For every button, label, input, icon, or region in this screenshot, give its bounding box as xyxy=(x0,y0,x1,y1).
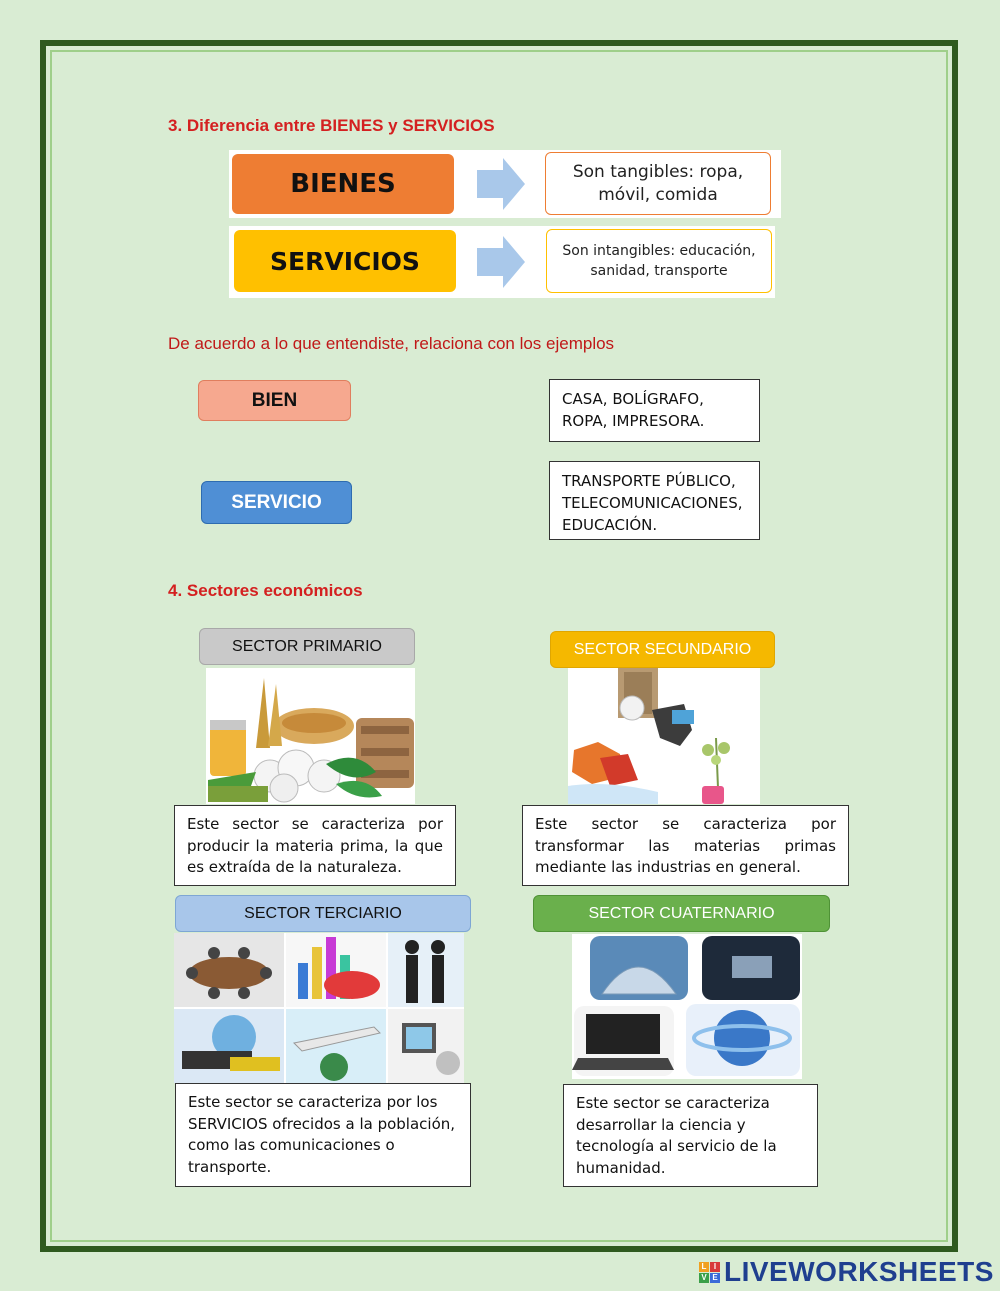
servicios-panel xyxy=(229,226,775,298)
bien-chip[interactable]: BIEN xyxy=(198,380,351,421)
liveworksheets-logo-icon: L I V E xyxy=(699,1262,720,1283)
section-3-heading: 3. Diferencia entre BIENES y SERVICIOS xyxy=(168,116,495,135)
bienes-description: Son tangibles: ropa, móvil, comida xyxy=(545,152,771,215)
liveworksheets-logo[interactable] xyxy=(699,1256,994,1288)
sector-terciario-label: SECTOR TERCIARIO xyxy=(175,895,471,932)
arrow-right-icon xyxy=(475,234,527,290)
example-box-1[interactable]: CASA, BOLÍGRAFO, ROPA, IMPRESORA. xyxy=(549,379,760,442)
sector-primario-label: SECTOR PRIMARIO xyxy=(199,628,415,665)
sector-cuaternario-description: Este sector se caracteriza desarrollar la ciencia y tecnología al servicio de la humanidad. xyxy=(563,1084,818,1187)
industry-image xyxy=(568,668,760,804)
match-instruction: De acuerdo a lo que entendiste, relaciona con los ejemplos xyxy=(168,334,615,353)
example-box-2[interactable]: TRANSPORTE PÚBLICO, TELECOMUNICACIONES, EDUCACIÓN. xyxy=(549,461,760,540)
servicios-description: Son intangibles: educación, sanidad, transporte xyxy=(546,229,772,293)
section-4-heading: 4. Sectores económicos xyxy=(168,581,363,600)
bienes-panel xyxy=(229,150,781,218)
bienes-chip: BIENES xyxy=(232,154,454,214)
sector-cuaternario-label: SECTOR CUATERNARIO xyxy=(533,895,830,932)
arrow-right-icon xyxy=(475,156,527,212)
agriculture-image xyxy=(206,668,415,804)
servicios-chip: SERVICIOS xyxy=(234,230,456,292)
sector-secundario-label: SECTOR SECUNDARIO xyxy=(550,631,775,668)
liveworksheets-brand-text: LIVEWORKSHEETS xyxy=(724,1256,994,1287)
sector-primario-description: Este sector se caracteriza por producir la materia prima, la que es extraída de la naturaleza. xyxy=(174,805,456,886)
sector-terciario-description: Este sector se caracteriza por los SERVICIOS ofrecidos a la población, como las comunicaciones o transporte. xyxy=(175,1083,471,1187)
technology-collage-image xyxy=(572,934,802,1079)
services-collage-image xyxy=(174,933,464,1083)
sector-secundario-description: Este sector se caracteriza por transformar las materias primas mediante las industrias en general. xyxy=(522,805,849,886)
servicio-chip[interactable]: SERVICIO xyxy=(201,481,352,524)
